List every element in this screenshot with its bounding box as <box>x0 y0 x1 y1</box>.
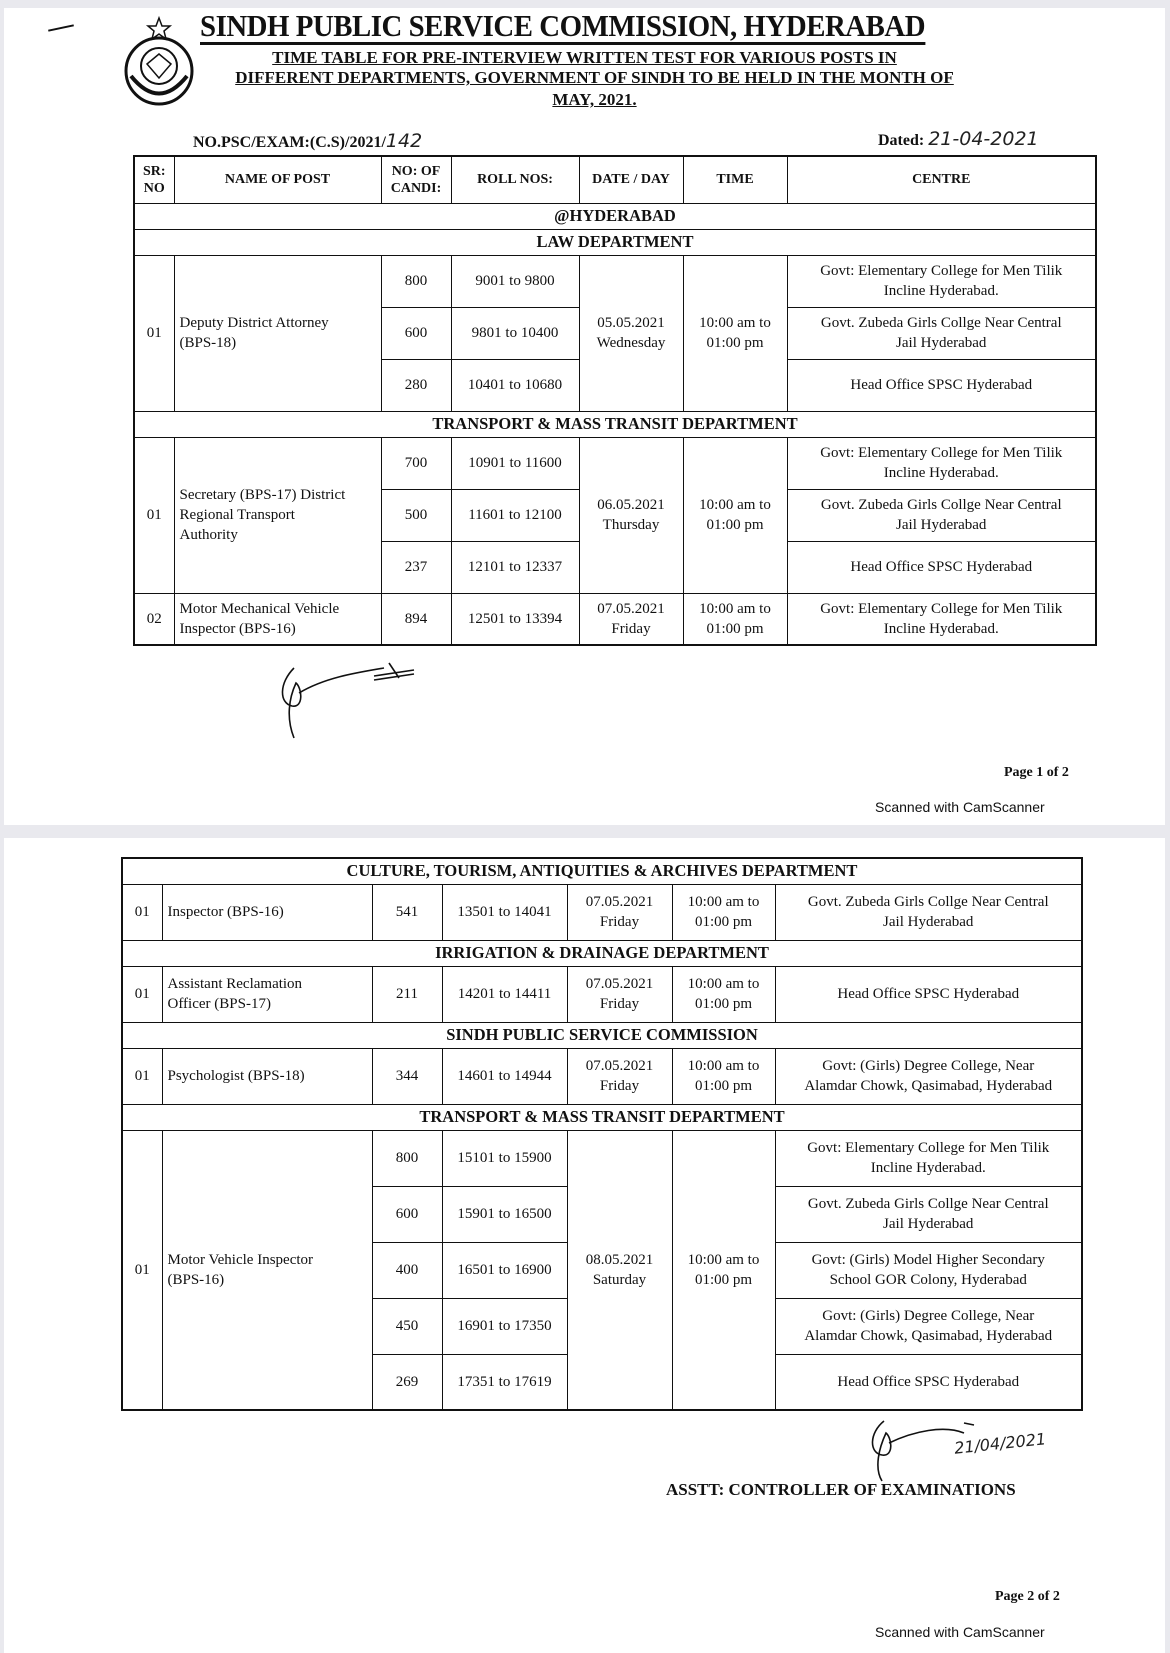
post-name <box>174 593 381 645</box>
centre-line: Jail Hyderabad <box>896 335 987 351</box>
candidates-count: 600 <box>372 1186 442 1242</box>
signature <box>274 658 434 743</box>
exam-day: Friday <box>599 1078 640 1094</box>
post-name-line: Inspector (BPS-16) <box>179 620 296 637</box>
centre-line: School GOR Colony, Hyderabad <box>829 1272 1027 1288</box>
date-day <box>579 437 683 593</box>
exam-date: 07.05.2021 <box>585 1058 654 1074</box>
signatory-title: ASSTT: CONTROLLER OF EXAMINATIONS <box>666 1480 1016 1499</box>
candidates-count: 211 <box>372 966 442 1022</box>
centre-line: Alamdar Chowk, Qasimabad, Hyderabad <box>804 1078 1053 1094</box>
roll-numbers: 9801 to 10400 <box>451 307 579 359</box>
time-to: 01:00 pm <box>706 517 764 533</box>
exam-centre <box>775 1186 1082 1242</box>
centre-line: Govt: (Girls) Degree College, Near <box>822 1308 1035 1324</box>
centre-line: Head Office SPSC Hyderabad <box>850 559 1033 575</box>
exam-date: 07.05.2021 <box>597 600 665 617</box>
candidates-count: 269 <box>372 1354 442 1410</box>
col-centre: CENTRE <box>787 156 1096 203</box>
date-day <box>579 255 683 411</box>
post-name-line: Motor Vehicle Inspector <box>167 1251 314 1268</box>
page-number: Page 1 of 2 <box>1004 765 1069 780</box>
col-candidates: NO: OF CANDI: <box>381 156 451 203</box>
exam-date: 07.05.2021 <box>585 894 654 910</box>
sr-no: 01 <box>134 437 174 593</box>
reference-number-handwritten: 142 <box>385 130 423 152</box>
table-row <box>134 255 1096 307</box>
time-to: 01:00 pm <box>706 620 764 637</box>
department-row <box>122 1104 1082 1130</box>
roll-numbers: 14201 to 14411 <box>442 966 567 1022</box>
time-from: 10:00 am to <box>699 497 771 513</box>
exam-centre <box>787 541 1096 593</box>
post-name-line: Assistant Reclamation <box>167 976 303 992</box>
post-name <box>162 1130 372 1410</box>
timetable-page-2 <box>121 857 1083 1411</box>
department-heading: IRRIGATION & DRAINAGE DEPARTMENT <box>122 940 1082 966</box>
exam-date: 06.05.2021 <box>597 497 665 513</box>
roll-numbers: 16501 to 16900 <box>442 1242 567 1298</box>
centre-line: Govt. Zubeda Girls Collge Near Central <box>807 1196 1049 1212</box>
time-to: 01:00 pm <box>694 1271 753 1288</box>
exam-centre <box>775 966 1082 1022</box>
exam-centre <box>775 1354 1082 1410</box>
date-day <box>567 966 672 1022</box>
exam-centre <box>775 1130 1082 1186</box>
centre-line: Govt. Zubeda Girls Collge Near Central <box>820 315 1062 331</box>
commission-title: SINDH PUBLIC SERVICE COMMISSION, HYDERABAD <box>200 8 926 43</box>
post-name-line: Regional Transport <box>179 507 295 523</box>
exam-day: Saturday <box>592 1271 647 1288</box>
scanner-watermark: Scanned with CamScanner <box>875 1624 1045 1640</box>
department-row <box>122 1022 1082 1048</box>
post-name <box>174 437 381 593</box>
post-name <box>174 255 381 411</box>
candidates-count: 400 <box>372 1242 442 1298</box>
exam-day: Wednesday <box>596 335 666 351</box>
exam-time <box>672 1048 775 1104</box>
centre-line: Jail Hyderabad <box>896 517 987 533</box>
post-name-line: Inspector (BPS-16) <box>167 904 284 920</box>
post-name-line: Motor Mechanical Vehicle <box>179 600 340 617</box>
timetable-page-1 <box>133 155 1097 646</box>
col-roll: ROLL NOS: <box>451 156 579 203</box>
time-to: 01:00 pm <box>694 996 753 1012</box>
department-row <box>122 940 1082 966</box>
centre-line: Govt. Zubeda Girls Collge Near Central <box>820 497 1062 513</box>
location-row: @HYDERABAD <box>134 203 1096 229</box>
roll-numbers: 15901 to 16500 <box>442 1186 567 1242</box>
exam-day: Thursday <box>602 517 660 533</box>
centre-line: Govt. Zubeda Girls Collge Near Central <box>807 894 1049 910</box>
time-to: 01:00 pm <box>706 335 764 351</box>
document-page-1 <box>4 8 1165 825</box>
candidates-count: 894 <box>381 593 451 645</box>
date-day <box>579 593 683 645</box>
post-name-line: Secretary (BPS-17) District <box>179 487 346 503</box>
time-from: 10:00 am to <box>699 315 771 331</box>
post-name-line: Authority <box>179 527 238 543</box>
time-from: 10:00 am to <box>699 600 771 617</box>
department-row <box>134 229 1096 255</box>
roll-numbers: 11601 to 12100 <box>451 489 579 541</box>
centre-line: Incline Hyderabad. <box>883 620 999 637</box>
post-name-line: (BPS-16) <box>167 1271 225 1288</box>
time-from: 10:00 am to <box>687 1251 760 1268</box>
centre-line: Incline Hyderabad. <box>883 465 999 481</box>
candidates-count: 280 <box>381 359 451 411</box>
time-from: 10:00 am to <box>687 1058 760 1074</box>
dated-handwritten: 21-04-2021 <box>928 128 1039 150</box>
centre-line: Govt: (Girls) Model Higher Secondary <box>811 1252 1045 1268</box>
col-name: NAME OF POST <box>174 156 381 203</box>
exam-time <box>683 437 787 593</box>
centre-line: Head Office SPSC Hyderabad <box>837 1373 1020 1390</box>
exam-centre <box>775 1242 1082 1298</box>
pen-mark <box>48 24 74 31</box>
col-sr: SR: NO <box>134 156 174 203</box>
candidates-count: 600 <box>381 307 451 359</box>
department-row <box>122 858 1082 884</box>
col-time: TIME <box>683 156 787 203</box>
department-heading: CULTURE, TOURISM, ANTIQUITIES & ARCHIVES DEPARTMENT <box>122 858 1082 884</box>
table-row <box>122 1048 1082 1104</box>
department-heading: TRANSPORT & MASS TRANSIT DEPARTMENT <box>134 411 1096 437</box>
roll-numbers: 15101 to 15900 <box>442 1130 567 1186</box>
sr-no: 01 <box>134 255 174 411</box>
centre-line: Govt: Elementary College for Men Tilik <box>807 1140 1050 1156</box>
centre-line: Jail Hyderabad <box>883 914 974 930</box>
exam-time <box>672 884 775 940</box>
department-heading: SINDH PUBLIC SERVICE COMMISSION <box>122 1022 1082 1048</box>
dated-label: Dated: <box>878 132 925 149</box>
exam-date: 05.05.2021 <box>597 315 665 331</box>
exam-time <box>672 1130 775 1410</box>
candidates-count: 541 <box>372 884 442 940</box>
roll-numbers: 14601 to 14944 <box>442 1048 567 1104</box>
post-name <box>162 1048 372 1104</box>
time-from: 10:00 am to <box>687 894 760 910</box>
exam-centre <box>787 255 1096 307</box>
exam-centre <box>787 489 1096 541</box>
subtitle-line-2: DIFFERENT DEPARTMENTS, GOVERNMENT OF SINDH TO BE HELD IN THE MONTH OF <box>235 68 954 87</box>
exam-centre <box>787 437 1096 489</box>
signature-date-handwritten: 21/04/2021 <box>953 1429 1047 1458</box>
candidates-count: 500 <box>381 489 451 541</box>
exam-time <box>672 966 775 1022</box>
date-day <box>567 1130 672 1410</box>
candidates-count: 237 <box>381 541 451 593</box>
roll-numbers: 12501 to 13394 <box>451 593 579 645</box>
exam-centre <box>775 1048 1082 1104</box>
centre-line: Head Office SPSC Hyderabad <box>837 986 1020 1002</box>
document-page-2 <box>4 838 1165 1653</box>
centre-line: Incline Hyderabad. <box>883 283 999 299</box>
exam-time <box>683 593 787 645</box>
sr-no: 01 <box>122 1048 162 1104</box>
table-row <box>134 437 1096 489</box>
roll-numbers: 9001 to 9800 <box>451 255 579 307</box>
exam-time <box>683 255 787 411</box>
table-row <box>122 966 1082 1022</box>
dated <box>878 128 1039 150</box>
roll-numbers: 10401 to 10680 <box>451 359 579 411</box>
post-name-line: (BPS-18) <box>179 335 237 351</box>
roll-numbers: 16901 to 17350 <box>442 1298 567 1354</box>
sr-no: 01 <box>122 884 162 940</box>
post-name-line: Deputy District Attorney <box>179 315 329 331</box>
roll-numbers: 17351 to 17619 <box>442 1354 567 1410</box>
subtitle-line-3: MAY, 2021. <box>552 90 637 109</box>
candidates-count: 700 <box>381 437 451 489</box>
roll-numbers: 12101 to 12337 <box>451 541 579 593</box>
date-day <box>567 884 672 940</box>
roll-numbers: 10901 to 11600 <box>451 437 579 489</box>
time-to: 01:00 pm <box>694 914 753 930</box>
roll-numbers: 13501 to 14041 <box>442 884 567 940</box>
date-day <box>567 1048 672 1104</box>
subtitle-line-1: TIME TABLE FOR PRE-INTERVIEW WRITTEN TEST FOR VARIOUS POSTS IN <box>272 48 897 67</box>
sr-no: 02 <box>134 593 174 645</box>
exam-centre <box>787 593 1096 645</box>
page-number: Page 2 of 2 <box>995 1589 1060 1604</box>
time-to: 01:00 pm <box>694 1078 753 1094</box>
centre-line: Jail Hyderabad <box>883 1216 974 1232</box>
reference-label: NO.PSC/EXAM:(C.S)/2021/ <box>193 134 386 151</box>
post-name-line: Psychologist (BPS-18) <box>167 1068 305 1084</box>
centre-line: Head Office SPSC Hyderabad <box>850 377 1033 393</box>
exam-centre <box>775 884 1082 940</box>
centre-line: Govt: Elementary College for Men Tilik <box>820 445 1063 461</box>
col-date: DATE / DAY <box>579 156 683 203</box>
department-heading: LAW DEPARTMENT <box>134 229 1096 255</box>
post-name <box>162 884 372 940</box>
candidates-count: 450 <box>372 1298 442 1354</box>
table-row <box>134 593 1096 645</box>
time-from: 10:00 am to <box>687 976 760 992</box>
candidates-count: 344 <box>372 1048 442 1104</box>
scanner-watermark: Scanned with CamScanner <box>875 799 1045 815</box>
sr-no: 01 <box>122 966 162 1022</box>
exam-centre <box>775 1298 1082 1354</box>
centre-line: Govt: Elementary College for Men Tilik <box>820 263 1063 279</box>
exam-date: 07.05.2021 <box>585 976 654 992</box>
department-row <box>134 411 1096 437</box>
candidates-count: 800 <box>381 255 451 307</box>
centre-line: Incline Hyderabad. <box>870 1160 986 1176</box>
department-heading: TRANSPORT & MASS TRANSIT DEPARTMENT <box>122 1104 1082 1130</box>
exam-centre <box>787 359 1096 411</box>
centre-line: Govt: Elementary College for Men Tilik <box>820 600 1063 617</box>
table-row <box>122 884 1082 940</box>
exam-day: Friday <box>599 996 640 1012</box>
candidates-count: 800 <box>372 1130 442 1186</box>
exam-centre <box>787 307 1096 359</box>
table-row <box>122 1130 1082 1186</box>
header-row <box>134 156 1096 203</box>
post-name-line: Officer (BPS-17) <box>167 996 271 1012</box>
exam-day: Friday <box>611 620 651 637</box>
sr-no: 01 <box>122 1130 162 1410</box>
centre-line: Govt: (Girls) Degree College, Near <box>822 1058 1035 1074</box>
post-name <box>162 966 372 1022</box>
reference-number <box>193 130 422 152</box>
exam-day: Friday <box>599 914 640 930</box>
exam-date: 08.05.2021 <box>585 1251 654 1268</box>
centre-line: Alamdar Chowk, Qasimabad, Hyderabad <box>804 1328 1053 1344</box>
